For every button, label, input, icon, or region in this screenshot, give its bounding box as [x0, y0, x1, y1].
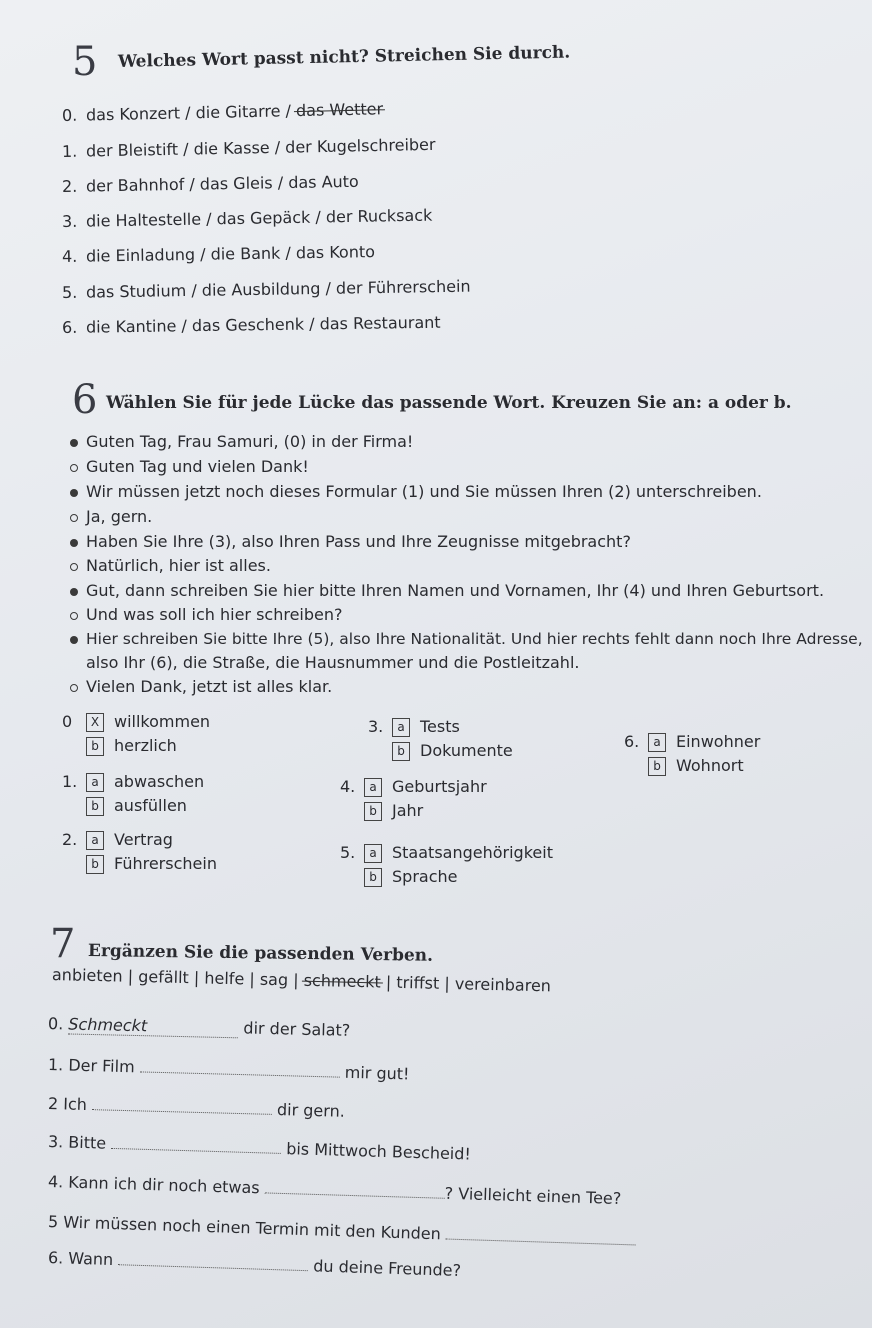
speaker-b-bullet	[70, 514, 78, 522]
separator: |	[385, 972, 392, 992]
option-group-5	[340, 843, 553, 887]
ex5-item-6	[62, 313, 441, 337]
ex5-item-1	[62, 135, 436, 161]
dialogue-line: Haben Sie Ihre (3), also Ihren Pass und Ihre Zeugnisse mitgebracht?	[70, 532, 631, 551]
option-b-label: Führerschein	[114, 854, 217, 873]
option-group-6	[624, 732, 760, 776]
speaker-a-bullet	[70, 439, 78, 447]
separator: |	[193, 968, 200, 988]
ex7-item-3	[48, 1132, 471, 1164]
item-text: das Studium / die Ausbildung / der Führerschein	[85, 276, 471, 302]
exercise-6-title: Wählen Sie für jede Lücke das passende Wort. Kreuzen Sie an: a oder b.	[106, 393, 792, 413]
item-text: der Bleistift / die Kasse / der Kugelschreiber	[85, 134, 436, 161]
item-text-before: Bitte	[68, 1132, 107, 1153]
option-group-1	[62, 772, 204, 816]
option-number: 5.	[340, 843, 356, 862]
dialogue-line: Vielen Dank, jetzt ist alles klar.	[70, 677, 332, 696]
answer-blank[interactable]	[265, 1192, 445, 1198]
answer-blank[interactable]	[92, 1109, 272, 1115]
struck-word: das Wetter	[295, 99, 384, 121]
speaker-b-bullet	[70, 464, 78, 472]
option-number: 3.	[368, 717, 384, 736]
ex5-item-0	[62, 99, 383, 125]
dialogue-line: Wir müssen jetzt noch dieses Formular (1) und Sie müssen Ihren (2) unterschreiben.	[70, 482, 762, 501]
answer-blank[interactable]	[446, 1239, 636, 1246]
option-a-label: Staatsangehörigkeit	[392, 843, 553, 862]
item-text: der Bahnhof / das Gleis / das Auto	[85, 171, 359, 196]
item-text-before: Ich	[63, 1094, 88, 1115]
checkbox-a[interactable]: a	[364, 844, 382, 863]
option-number: 0	[62, 712, 73, 731]
ex5-item-5	[62, 277, 471, 302]
word: anbieten	[51, 965, 123, 986]
item-text-after: mir gut!	[344, 1062, 410, 1084]
option-number: 1.	[62, 772, 78, 791]
checkbox-a[interactable]: X	[86, 713, 104, 732]
item-text-before: Wir müssen noch einen Termin mit den Kunden	[62, 1212, 442, 1244]
ex7-item-0	[48, 1014, 351, 1041]
dialogue-line: Guten Tag und vielen Dank!	[70, 457, 309, 476]
exercise-5-title: Welches Wort passt nicht? Streichen Sie durch.	[117, 42, 571, 72]
option-number: 6.	[624, 732, 640, 751]
answer-blank[interactable]	[118, 1264, 308, 1271]
option-b-label: ausfüllen	[114, 796, 187, 815]
checkbox-a[interactable]: a	[86, 773, 104, 792]
speaker-a-bullet	[70, 636, 78, 644]
speaker-b-bullet	[70, 684, 78, 692]
word: sag	[259, 969, 289, 990]
option-b-label: Wohnort	[676, 756, 744, 775]
checkbox-b[interactable]: b	[392, 742, 410, 761]
option-b-label: Sprache	[392, 867, 458, 886]
separator: |	[293, 970, 299, 990]
option-b-label: herzlich	[114, 736, 177, 755]
exercise-7-number: 7	[50, 921, 76, 967]
option-b-label: Jahr	[392, 801, 424, 820]
item-text-before: Kann ich dir noch etwas	[68, 1172, 260, 1198]
word: triffst	[396, 972, 440, 993]
item-text: die Haltestelle / das Gepäck / der Rucksack	[85, 205, 433, 231]
item-text-after: dir gern.	[276, 1100, 346, 1121]
item-text-before: Wann	[68, 1248, 114, 1270]
option-a-label: Geburtsjahr	[392, 777, 487, 796]
answer-blank[interactable]	[140, 1071, 340, 1077]
option-a-label: Tests	[420, 717, 460, 736]
ex5-item-2	[62, 172, 359, 196]
separator: |	[249, 969, 255, 989]
dialogue-line: Hier schreiben Sie bitte Ihre (5), also Ihre Nationalität. Und hier rechts fehlt dann noch Ihre Adresse,	[70, 630, 863, 648]
option-number: 4.	[340, 777, 356, 796]
ex7-item-4	[48, 1172, 622, 1208]
checkbox-b[interactable]: b	[86, 855, 104, 874]
item-number: 4.	[47, 1172, 64, 1192]
option-number: 2.	[62, 830, 78, 849]
checkbox-b[interactable]: b	[364, 802, 382, 821]
ex7-item-1	[48, 1055, 410, 1083]
dialogue-line: Gut, dann schreiben Sie hier bitte Ihren Namen und Vornamen, Ihr (4) und Ihren Geburtsort.	[70, 581, 824, 600]
separator: |	[444, 973, 450, 994]
item-text-before: Der Film	[68, 1055, 135, 1077]
word: helfe	[204, 968, 245, 989]
word: vereinbaren	[454, 974, 552, 996]
ex7-item-2	[48, 1094, 345, 1121]
exercise-6-number: 6	[72, 377, 98, 423]
item-text: die Kantine / das Geschenk / das Restaurant	[85, 312, 441, 337]
checkbox-b[interactable]: b	[648, 757, 666, 776]
item-number: 3.	[47, 1132, 64, 1152]
speaker-b-bullet	[70, 563, 78, 571]
dialogue-line: Ja, gern.	[70, 507, 152, 526]
answer-blank[interactable]	[68, 1014, 238, 1038]
option-group-4	[340, 777, 487, 821]
item-number: 6.	[61, 317, 78, 337]
option-a-label: Vertrag	[114, 830, 173, 849]
speaker-a-bullet	[70, 539, 78, 547]
ex7-item-5	[48, 1212, 636, 1249]
word-bank	[52, 965, 551, 995]
option-group-0	[62, 712, 210, 756]
item-number: 0.	[47, 1014, 64, 1034]
option-group-2	[62, 830, 217, 874]
dialogue-line: Guten Tag, Frau Samuri, (0) in der Firma!	[70, 432, 413, 451]
item-number: 1.	[47, 1055, 64, 1075]
answer-blank[interactable]	[111, 1148, 281, 1154]
checkbox-a[interactable]: a	[86, 831, 104, 850]
dialogue-line: Und was soll ich hier schreiben?	[70, 605, 343, 624]
handwritten-answer: Schmeckt	[68, 1014, 148, 1036]
item-number: 5.	[61, 282, 78, 302]
item-number: 2.	[61, 176, 78, 196]
item-number: 0.	[61, 105, 78, 125]
exercise-5-number: 5	[72, 39, 98, 85]
option-a-label: abwaschen	[114, 772, 205, 791]
option-a-label: willkommen	[114, 712, 211, 731]
item-number: 5	[47, 1212, 59, 1232]
item-number: 3.	[61, 211, 78, 231]
word-struck: schmeckt	[303, 970, 381, 992]
item-number: 2	[47, 1094, 59, 1114]
item-number: 6.	[47, 1248, 64, 1268]
item-text-after: ? Vielleicht einen Tee?	[444, 1183, 622, 1209]
item-text: das Konzert / die Gitarre /	[85, 101, 297, 125]
option-a-label: Einwohner	[676, 732, 761, 751]
item-text: die Einladung / die Bank / das Konto	[85, 242, 376, 266]
checkbox-b[interactable]: b	[86, 797, 104, 816]
ex7-item-6	[48, 1248, 462, 1280]
item-number: 4.	[61, 246, 78, 266]
item-text-after: bis Mittwoch Bescheid!	[285, 1139, 472, 1164]
checkbox-a[interactable]: a	[392, 718, 410, 737]
option-b-label: Dokumente	[420, 741, 513, 760]
checkbox-a[interactable]: a	[364, 778, 382, 797]
speaker-a-bullet	[70, 489, 78, 497]
separator: |	[127, 966, 134, 986]
dialogue-line-continued: also Ihr (6), die Straße, die Hausnummer und die Postleitzahl.	[86, 653, 580, 672]
speaker-b-bullet	[70, 612, 78, 620]
item-text-after: du deine Freunde?	[313, 1256, 462, 1280]
checkbox-b[interactable]: b	[86, 737, 104, 756]
item-text-after: dir der Salat?	[243, 1018, 351, 1040]
word: gefällt	[137, 966, 190, 988]
option-group-3	[368, 717, 513, 761]
ex5-item-3	[62, 206, 433, 231]
dialogue-line: Natürlich, hier ist alles.	[70, 556, 271, 575]
speaker-a-bullet	[70, 588, 78, 596]
item-number: 1.	[61, 141, 78, 161]
checkbox-a[interactable]: a	[648, 733, 666, 752]
checkbox-b[interactable]: b	[364, 868, 382, 887]
exercise-7-title: Ergänzen Sie die passenden Verben.	[87, 941, 434, 966]
ex5-item-4	[62, 242, 375, 266]
